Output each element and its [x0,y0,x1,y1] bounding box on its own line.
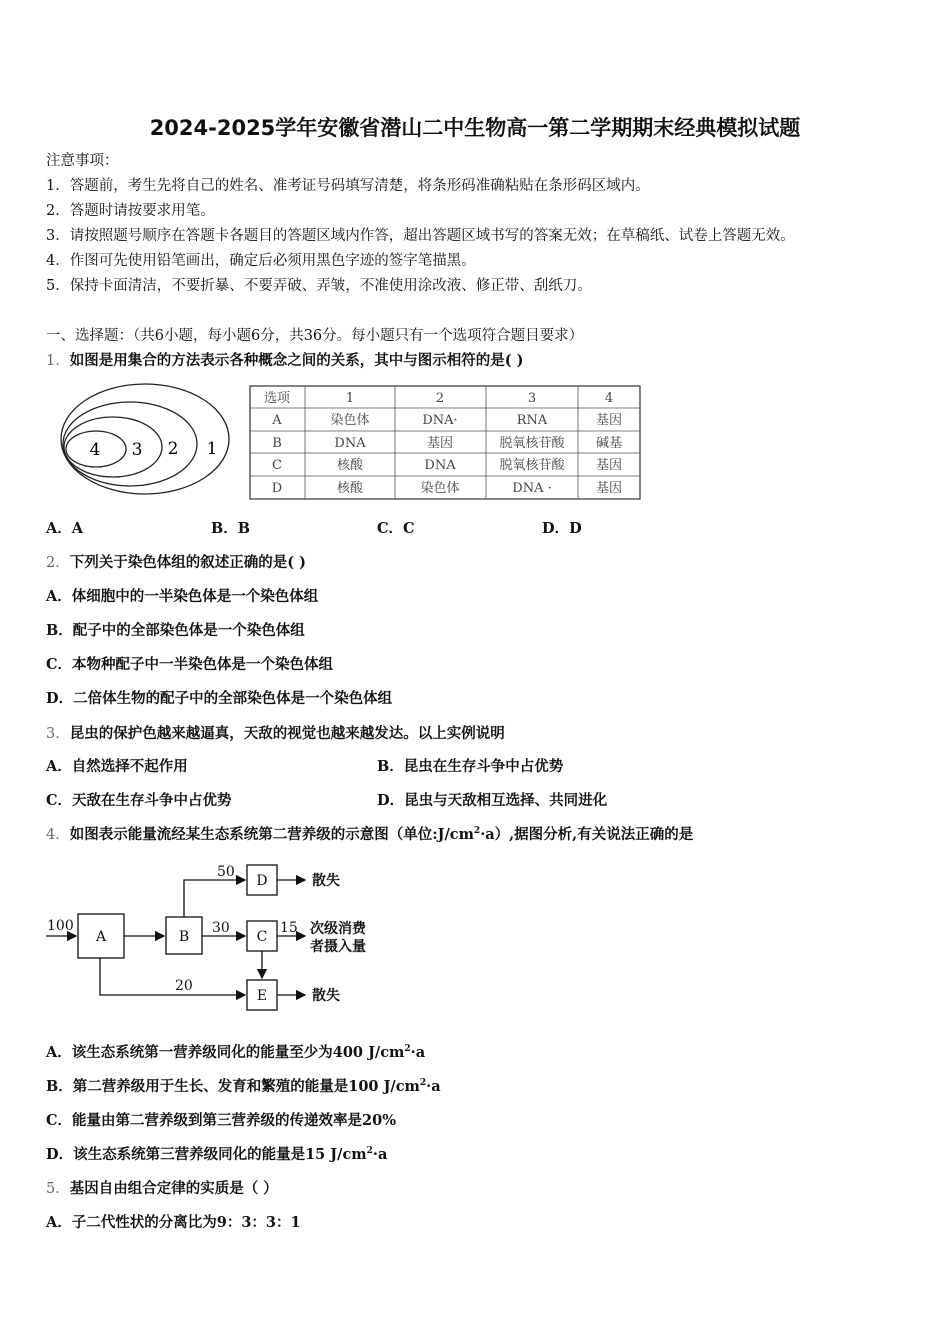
table-cell: DNA · [512,481,552,496]
option-text: A．该生态系统第一营养级同化的能量至少为400 J/cm [46,1044,405,1061]
table-header: 3 [527,391,537,406]
notice-item: 3．请按照题号顺序在答题卡各题目的答题区域内作答，超出答题区域书写的答案无效；在草稿纸、试卷上答题无效。 [46,228,795,244]
table-cell: 基因 [595,413,623,428]
option-c [46,1112,396,1130]
table-cell: 染色体 [330,413,370,428]
notice-item: 1．答题前，考生先将自己的姓名、准考证号码填写清楚，将条形码准确粘贴在条形码区域内。 [46,178,650,194]
box-d: D [256,873,268,889]
question-3 [46,725,505,743]
energy-flow-diagram [40,858,400,1018]
venn-label: 3 [131,440,143,460]
option-b: B．B [211,520,251,537]
notice-item: 5．保持卡面清洁，不要折暴、不要弄破、弄皱，不准使用涂改液、修正带、刮纸刀。 [46,278,592,294]
section-heading: 一、选择题：（共6小题，每小题6分，共36分。每小题只有一个选项符合题目要求） [46,328,584,344]
exam-title: 2024-2025学年安徽省潜山二中生物高一第二学期期末经典模拟试题 [149,116,801,140]
option-a: A．体细胞中的一半染色体是一个染色体组 [46,588,319,605]
table-cell: DNA [424,458,456,473]
value-20: 20 [175,978,193,994]
table-cell: RNA [516,413,548,428]
table-cell: C [272,458,282,473]
superscript: 2 [404,1044,411,1055]
box-a: A [95,929,107,945]
question-2 [46,554,306,572]
box-b: B [178,929,190,945]
table-cell: 染色体 [420,481,460,496]
question-number: 1． [46,353,70,369]
question-number: 3． [46,726,70,742]
notice-item: 2．答题时请按要求用笔。 [46,203,215,219]
option-unit: ·a [410,1044,426,1061]
option-b: B．配子中的全部染色体是一个染色体组 [46,622,305,639]
value-30: 30 [212,920,230,936]
question-text: 昆虫的保护色越来越逼真，天敌的视觉也越来越发达。以上实例说明 [69,725,505,742]
option-unit: ·a [372,1146,388,1163]
question-text: 下列关于染色体组的叙述正确的是( ) [69,554,307,571]
option-d: D．D [542,520,582,537]
question-number: 2． [46,555,70,571]
option-text: C．能量由第二营养级到第三营养级的传递效率是20% [46,1112,396,1129]
table-cell: D [271,481,283,496]
table-header: 1 [345,391,355,406]
question-1 [46,352,524,370]
question-text: 如图表示能量流经某生态系统第二营养级的示意图（单位:J/cm [69,826,474,843]
question-text-tail: ·a）,据图分析,有关说法正确的是 [480,826,694,843]
box-c: C [256,929,268,945]
option-a: A．自然选择不起作用 [46,758,188,775]
box-e: E [256,988,268,1004]
value-50: 50 [217,864,235,880]
question-4 [46,826,693,844]
venn-diagram [60,382,240,497]
table-header: 2 [435,391,445,406]
option-a: A．子二代性状的分离比为9：3：3：1 [46,1214,301,1231]
option-b [46,1078,441,1096]
superscript: 2 [419,1078,427,1089]
superscript: 2 [366,1146,373,1157]
consumer-label: 次级消费 [310,921,366,937]
venn-label: 4 [89,440,101,460]
table-cell: 基因 [595,458,623,473]
superscript: 2 [473,826,481,837]
table-cell: 脱氧核苷酸 [499,436,565,451]
option-d: D．二倍体生物的配子中的全部染色体是一个染色体组 [46,690,393,707]
option-a [46,1044,425,1062]
option-d [46,1146,387,1164]
loss-label: 散失 [312,988,340,1004]
table-header: 选项 [263,391,291,406]
venn-label: 2 [167,439,179,459]
option-c: C．C [377,520,415,537]
table-cell: 碱基 [595,436,623,451]
option-text: D．该生态系统第三营养级同化的能量是15 J/cm [46,1146,367,1163]
question-text: 如图是用集合的方法表示各种概念之间的关系，其中与图示相符的是( ) [69,352,524,369]
options-table [249,385,642,501]
loss-label: 散失 [312,873,340,889]
question-number: 4． [46,827,70,843]
notice-item: 4．作图可先使用铅笔画出，确定后必须用黑色字迹的签字笔描黑。 [46,253,476,269]
notice-heading: 注意事项： [46,153,119,169]
table-header: 4 [604,391,614,406]
option-d: D．昆虫与天敌相互选择、共同进化 [377,792,608,809]
table-cell: 基因 [426,436,454,451]
table-cell: 核酸 [336,481,364,496]
option-c: C．天敌在生存斗争中占优势 [46,792,232,809]
table-cell: 核酸 [336,458,364,473]
option-unit: ·a [426,1078,441,1095]
option-a: A．A [46,520,84,537]
table-cell: 基因 [595,481,623,496]
table-cell: DNA [334,436,366,451]
option-b: B．昆虫在生存斗争中占优势 [377,758,564,775]
table-cell: B [272,436,282,451]
question-text: 基因自由组合定律的实质是（ ） [69,1180,278,1197]
consumer-label: 者摄入量 [310,939,366,955]
table-cell: 脱氧核苷酸 [499,458,565,473]
table-cell: DNA· [422,413,458,428]
question-5 [46,1180,278,1198]
table-cell: A [272,413,282,428]
option-text: B．第二营养级用于生长、发育和繁殖的能量是100 J/cm [46,1078,420,1095]
question-number: 5． [46,1181,70,1197]
venn-label: 1 [206,439,218,459]
value-15: 15 [280,920,298,936]
option-c: C．本物种配子中一半染色体是一个染色体组 [46,656,334,673]
input-value: 100 [47,918,74,934]
